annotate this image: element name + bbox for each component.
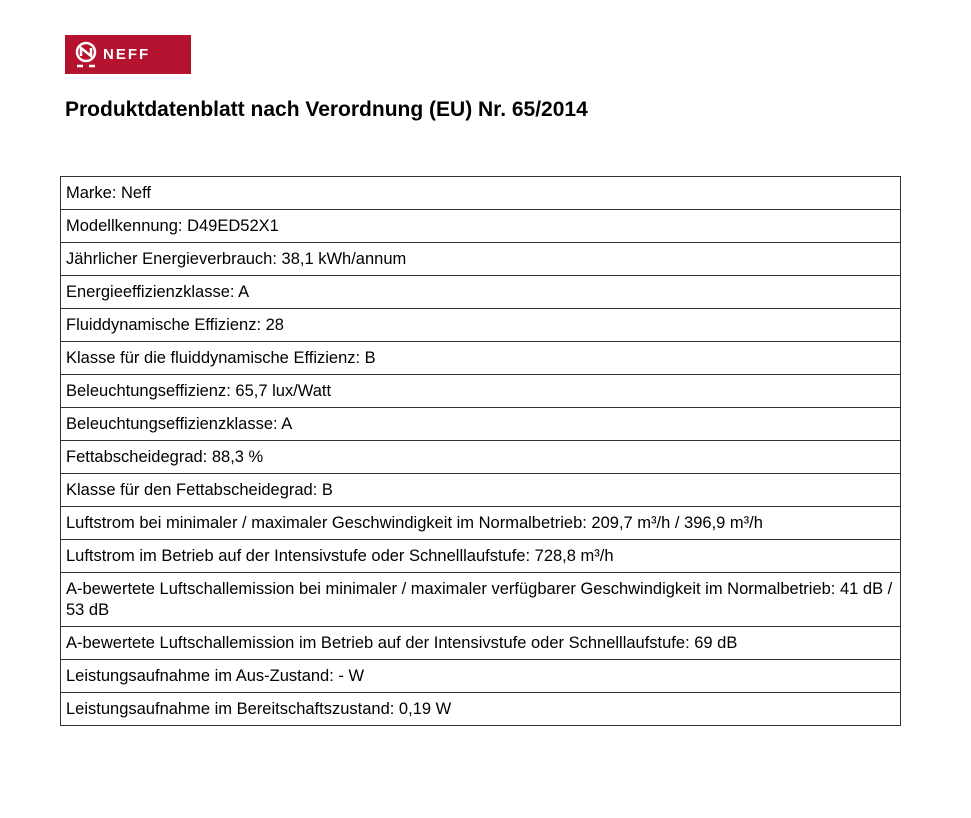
table-cell: A-bewertete Luftschallemission bei minimaler / maximaler verfügbarer Geschwindigkeit im Normalbetrieb: 41 dB / 53 dB [61,573,901,627]
page-title: Produktdatenblatt nach Verordnung (EU) Nr. 65/2014 [65,98,588,121]
table-row [61,177,901,210]
table-cell: Leistungsaufnahme im Bereitschaftszustand: 0,19 W [61,693,901,726]
table-cell: Marke: Neff [61,177,901,210]
table-row [61,474,901,507]
table-cell: Leistungsaufnahme im Aus-Zustand: - W [61,660,901,693]
table-row [61,573,901,627]
table-cell: Luftstrom im Betrieb auf der Intensivstufe oder Schnelllaufstufe: 728,8 m³/h [61,540,901,573]
table-cell: Fettabscheidegrad: 88,3 % [61,441,901,474]
neff-logo [65,35,191,74]
table-cell: Luftstrom bei minimaler / maximaler Geschwindigkeit im Normalbetrieb: 209,7 m³/h / 396,9 m³/h [61,507,901,540]
table-row [61,243,901,276]
table-row [61,627,901,660]
table-cell: Beleuchtungseffizienz: 65,7 lux/Watt [61,375,901,408]
table-row [61,507,901,540]
product-data-table [60,176,901,726]
table-row [61,660,901,693]
neff-omega-icon [73,41,99,69]
table-row [61,375,901,408]
table-row [61,276,901,309]
table-row [61,309,901,342]
table-cell: Klasse für den Fettabscheidegrad: B [61,474,901,507]
table-cell: Modellkennung: D49ED52X1 [61,210,901,243]
table-cell: A-bewertete Luftschallemission im Betrieb auf der Intensivstufe oder Schnelllaufstufe: 69 dB [61,627,901,660]
table-row [61,408,901,441]
table-row [61,693,901,726]
table-cell: Jährlicher Energieverbrauch: 38,1 kWh/annum [61,243,901,276]
table-cell: Klasse für die fluiddynamische Effizienz: B [61,342,901,375]
table-cell: Beleuchtungseffizienzklasse: A [61,408,901,441]
logo-text: NEFF [103,46,151,63]
table-row [61,441,901,474]
table-row [61,210,901,243]
table-cell: Fluiddynamische Effizienz: 28 [61,309,901,342]
table-row [61,540,901,573]
table-cell: Energieeffizienzklasse: A [61,276,901,309]
table-row [61,342,901,375]
